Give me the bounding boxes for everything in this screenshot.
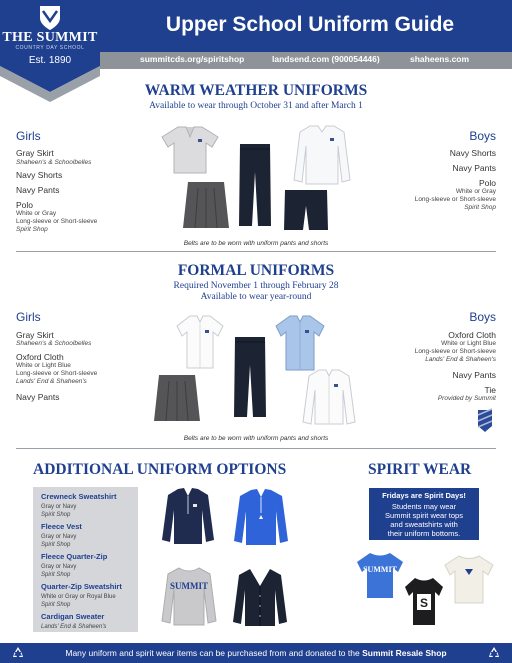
warm-girls-gray-skirt: Gray Skirt	[16, 148, 54, 158]
warm-girls-label: Girls	[16, 129, 41, 143]
warm-boys-polo-sleeve: Long-sleeve or Short-sleeve	[414, 196, 496, 203]
option-fleece-quarter-zip-color: Gray or Navy	[41, 564, 77, 570]
white-oxford-long-sleeve-image	[301, 368, 357, 426]
formal-subtitle-required: Required November 1 through February 28	[173, 281, 339, 291]
option-crewneck-source: Spirit Shop	[41, 512, 71, 518]
warm-girls-gray-skirt-source: Shaheen's & Schoolbelles	[16, 159, 92, 166]
formal-title: FORMAL UNIFORMS	[177, 262, 335, 279]
warm-girls-polo: Polo	[16, 200, 34, 210]
recycle-icon	[10, 645, 26, 661]
formal-subtitle-available: Available to wear year-round	[200, 292, 312, 302]
striped-tie-image	[476, 408, 494, 434]
option-quarter-zip-sweatshirt-color: White or Gray or Royal Blue	[41, 594, 116, 600]
recycle-icon	[486, 645, 502, 661]
spirit-days-heading: Fridays are Spirit Days!	[382, 491, 466, 500]
formal-girls-label: Girls	[16, 310, 41, 324]
warm-girls-polo-sleeve: Long-sleeve or Short-sleeve	[16, 218, 98, 225]
option-fleece-vest-color: Gray or Navy	[41, 534, 77, 540]
navy-cardigan-image	[230, 566, 290, 628]
summit-print-text: SUMMIT	[363, 565, 397, 574]
formal-belt-note: Belts are to be worn with uniform pants and shorts	[183, 435, 329, 442]
navy-fleece-quarter-zip-image	[160, 486, 216, 546]
warm-boys-label: Boys	[469, 129, 496, 143]
school-name: THE SUMMIT	[2, 30, 98, 45]
option-cardigan-source: Lands' End & Shaheen's	[41, 624, 107, 630]
white-polo-long-sleeve-image	[292, 124, 352, 186]
option-cardigan-sweater: Cardigan Sweater	[41, 612, 105, 621]
footer-text	[30, 648, 482, 658]
landsend-link[interactable]: landsend.com (900054446)	[272, 54, 380, 64]
warm-boys-navy-pants: Navy Pants	[452, 163, 496, 173]
option-quarter-zip-sweatshirt: Quarter-Zip Sweatshirt	[41, 582, 122, 591]
navy-formal-pants-image	[233, 335, 267, 419]
formal-boys-oxford-cloth: Oxford Cloth	[448, 330, 496, 340]
formal-boys-oxford-sleeve: Long-sleeve or Short-sleeve	[414, 348, 496, 355]
formal-boys-navy-pants: Navy Pants	[452, 370, 496, 380]
additional-options-title: ADDITIONAL UNIFORM OPTIONS	[33, 461, 287, 478]
gray-crewneck-sweatshirt-image	[160, 565, 218, 627]
royal-blue-quarter-zip-image	[232, 487, 290, 547]
warm-boys-polo-source: Spirit Shop	[464, 204, 496, 211]
warm-boys-polo-color: White or Gray	[455, 188, 496, 195]
s-print-text: S	[419, 596, 429, 610]
gray-formal-skirt-image	[153, 373, 201, 423]
formal-boys-label: Boys	[469, 310, 496, 324]
warm-weather-subtitle: Available to wear through October 31 and after March 1	[149, 101, 363, 111]
option-crewneck-color: Gray or Navy	[41, 504, 77, 510]
resale-shop-link[interactable]: Summit Resale Shop	[362, 648, 447, 658]
footer-text-main: Many uniform and spirit wear items can be purchased from and donated to the	[65, 648, 363, 658]
page-title: Upper School Uniform Guide	[165, 13, 455, 36]
formal-girls-gray-skirt-source: Shaheen's & Schoolbelles	[16, 340, 92, 347]
formal-girls-oxford-color: White or Light Blue	[16, 362, 71, 369]
spirit-days-line: Summit spirit wear tops	[385, 511, 463, 520]
warm-weather-title: WARM WEATHER UNIFORMS	[144, 82, 368, 99]
school-subtitle: COUNTRY DAY SCHOOL	[15, 45, 85, 51]
formal-girls-navy-pants: Navy Pants	[16, 392, 60, 402]
gray-skirt-image	[182, 180, 230, 230]
spirit-days-line: their uniform bottoms.	[387, 529, 461, 538]
spirit-wear-title: SPIRIT WEAR	[368, 461, 472, 478]
option-fleece-vest-source: Spirit Shop	[41, 542, 71, 548]
warm-boys-navy-shorts: Navy Shorts	[449, 148, 496, 158]
option-crewneck-sweatshirt: Crewneck Sweatshirt	[41, 492, 117, 501]
spirit-days-text	[369, 502, 479, 538]
white-oxford-short-sleeve-image	[175, 314, 225, 370]
black-s-tshirt-image	[403, 575, 445, 627]
option-quarter-zip-sweatshirt-source: Spirit Shop	[41, 602, 71, 608]
section-divider	[16, 251, 496, 252]
school-established: Est. 1890	[28, 55, 72, 66]
formal-boys-tie-source: Provided by Summit	[437, 395, 496, 402]
gray-polo-image	[160, 125, 220, 175]
shaheens-link[interactable]: shaheens.com	[410, 54, 470, 64]
option-fleece-quarter-zip-source: Spirit Shop	[41, 572, 71, 578]
navy-shorts-image	[283, 188, 329, 232]
option-fleece-quarter-zip: Fleece Quarter-Zip	[41, 552, 108, 561]
cream-tshirt-image	[443, 553, 495, 605]
warm-girls-navy-shorts: Navy Shorts	[16, 170, 63, 180]
spirit-days-line: and sweatshirts with	[390, 520, 458, 529]
formal-girls-gray-skirt: Gray Skirt	[16, 330, 54, 340]
warm-girls-polo-color: White or Gray	[16, 210, 57, 217]
section-divider	[16, 448, 496, 449]
warm-girls-navy-pants: Navy Pants	[16, 185, 60, 195]
formal-boys-oxford-source: Lands' End & Shaheen's	[425, 356, 496, 363]
spirit-shop-link[interactable]: summitcds.org/spiritshop	[140, 54, 245, 64]
blue-summit-tshirt-image	[355, 550, 405, 600]
formal-boys-oxford-color: White or Light Blue	[441, 340, 496, 347]
formal-girls-oxford-sleeve: Long-sleeve or Short-sleeve	[16, 370, 98, 377]
formal-girls-oxford-source: Lands' End & Shaheen's	[16, 378, 87, 385]
navy-pants-image	[238, 142, 272, 228]
warm-belt-note: Belts are to be worn with uniform pants and shorts	[183, 240, 329, 247]
summit-print-text: SUMMIT	[170, 581, 208, 591]
shield-icon	[39, 5, 61, 31]
spirit-days-line: Students may wear	[391, 502, 457, 511]
warm-boys-polo: Polo	[478, 178, 496, 188]
light-blue-oxford-image	[274, 314, 326, 372]
warm-girls-polo-source: Spirit Shop	[16, 226, 48, 233]
option-fleece-vest: Fleece Vest	[41, 522, 82, 531]
formal-girls-oxford-cloth: Oxford Cloth	[16, 352, 64, 362]
formal-boys-tie: Tie	[484, 385, 496, 395]
